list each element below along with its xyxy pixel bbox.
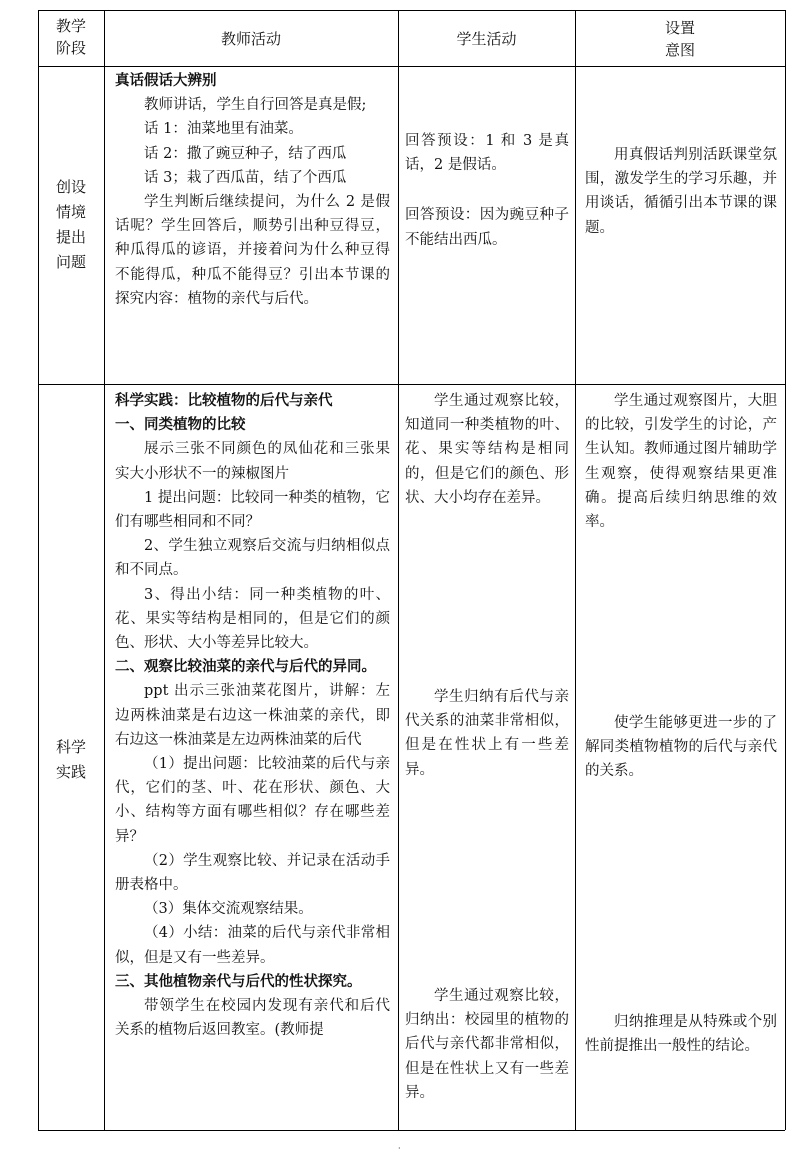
row1-teacher-cell bbox=[115, 69, 390, 311]
row2-student-cell-3 bbox=[405, 984, 569, 1105]
header-purpose-line1: 设置 bbox=[664, 19, 695, 37]
table-top-border bbox=[38, 10, 785, 11]
col-divider-3 bbox=[575, 10, 576, 1130]
row1-stage-line: 问题 bbox=[55, 253, 86, 271]
row2-section-heading: 三、其他植物亲代与后代的性状探究。 bbox=[115, 972, 362, 990]
row2-section-heading: 一、同类植物的比较 bbox=[115, 416, 246, 434]
row2-teacher-text: （1）提出问题：比较油菜的后代与亲代，它们的茎、叶、花在形状、颜色、大小、结构等方面有哪些相似？存在哪些差异？ bbox=[115, 756, 390, 845]
row2-stage-line: 科学 bbox=[55, 738, 86, 756]
row2-student-text: 学生通过观察比较，归纳出：校园里的植物的后代与亲代都非常相似，但是在性状上又有一些差异。 bbox=[405, 988, 569, 1101]
row1-teacher-sentence: 话 2：撒了豌豆种子，结了西瓜 bbox=[144, 145, 347, 162]
row2-purpose-text: 归纳推理是从特殊或个别性前提推出一般性的结论。 bbox=[585, 1014, 777, 1055]
row1-stage bbox=[38, 175, 104, 275]
row2-purpose-cell-1 bbox=[585, 389, 777, 534]
row1-stage-line: 提出 bbox=[55, 228, 86, 246]
row2-student-text: 学生通过观察比较，知道同一种类植物的叶、花、果实等结构是相同的，但是它们的颜色、形状、大小均存在差异。 bbox=[405, 393, 569, 506]
row2-teacher-text: 带领学生在校园内发现有亲代和后代关系的植物后返回教室。(教师提 bbox=[115, 998, 390, 1039]
row1-stage-line: 创设 bbox=[55, 178, 86, 196]
row2-purpose-text: 使学生能够更进一步的了解同类植物植物的后代与亲代的关系。 bbox=[585, 715, 777, 780]
row1-purpose-text: 用真假话判别活跃课堂氛围，激发学生的学习乐趣，并用谈话，循循引出本节课的课题。 bbox=[585, 147, 777, 236]
row2-teacher-text: （2）学生观察比较、并记录在活动手册表格中。 bbox=[115, 852, 390, 894]
row2-teacher-text: 1 提出问题：比较同一种类的植物，它们有哪些相同和不同？ bbox=[115, 489, 390, 531]
table-right-border bbox=[785, 10, 786, 1130]
row2-purpose-cell-3 bbox=[585, 1010, 777, 1058]
row2-section-heading: 二、观察比较油菜的亲代与后代的异同。 bbox=[115, 658, 376, 676]
page-footer-mark: · bbox=[398, 1144, 401, 1153]
header-student bbox=[398, 28, 575, 50]
row2-teacher-text: （4）小结：油菜的后代与亲代非常相似，但是又有一些差异。 bbox=[115, 925, 390, 966]
header-teacher-label: 教师活动 bbox=[220, 30, 281, 48]
table-bottom-border bbox=[38, 1130, 785, 1131]
row2-teacher-cell bbox=[115, 389, 390, 1042]
row2-teacher-text: （3）集体交流观察结果。 bbox=[144, 901, 313, 918]
row1-student-answer2: 回答预设：因为豌豆种子不能结出西瓜。 bbox=[405, 207, 569, 248]
row1-teacher-title: 真话假话大辨别 bbox=[115, 72, 217, 89]
row2-stage bbox=[38, 735, 104, 785]
row1-stage-line: 情境 bbox=[55, 203, 86, 221]
header-stage bbox=[38, 15, 104, 59]
header-purpose bbox=[575, 17, 785, 61]
header-bottom-border bbox=[38, 66, 785, 67]
header-stage-line1: 教学 bbox=[55, 17, 86, 35]
row2-teacher-text: 展示三张不同颜色的凤仙花和三张果实大小形状不一的辣椒图片 bbox=[115, 441, 390, 482]
row2-student-cell-2 bbox=[405, 685, 569, 782]
row2-student-text: 学生归纳有后代与亲代关系的油菜非常相似，但是在性状上有一些差异。 bbox=[405, 689, 569, 778]
row2-teacher-text: 2、学生独立观察后交流与归纳相似点和不同点。 bbox=[115, 538, 390, 579]
col-divider-2 bbox=[398, 10, 399, 1130]
row2-purpose-cell-2 bbox=[585, 711, 777, 784]
row1-teacher-sentence: 话 1：油菜地里有油菜。 bbox=[144, 121, 303, 138]
row1-student-answer1: 回答预设：1 和 3 是真话，2 是假话。 bbox=[405, 133, 569, 174]
row1-teacher-intro: 教师讲话，学生自行回答是真是假; bbox=[144, 97, 367, 114]
header-purpose-line2: 意图 bbox=[664, 41, 695, 59]
row2-stage-line: 实践 bbox=[55, 763, 86, 781]
col-divider-1 bbox=[104, 10, 105, 1130]
header-teacher bbox=[104, 28, 398, 50]
row1-purpose-cell bbox=[585, 143, 777, 240]
row1-teacher-sentence: 话 3；栽了西瓜苗，结了个西瓜 bbox=[144, 169, 347, 186]
row1-teacher-followup: 学生判断后继续提问，为什么 2 是假话呢？学生回答后，顺势引出种豆得豆，种瓜得瓜的谚语，并接着问为什么种豆得不能得瓜，种瓜不能得豆？引出本节课的探究内容：植物的亲代与后代。 bbox=[115, 194, 390, 307]
header-student-label: 学生活动 bbox=[456, 30, 517, 48]
row2-teacher-title: 科学实践：比较植物的后代与亲代 bbox=[115, 392, 333, 409]
header-stage-line2: 阶段 bbox=[55, 39, 86, 57]
row2-teacher-text: 3、得出小结：同一种类植物的叶、花、果实等结构是相同的，但是它们的颜色、形状、大小等差异比较大。 bbox=[115, 586, 390, 652]
row2-teacher-text: ppt 出示三张油菜花图片，讲解：左边两株油菜是右边这一株油菜的亲代，即右边这一株油菜是左边两株油菜的后代 bbox=[115, 683, 390, 748]
row2-student-cell-1 bbox=[405, 389, 569, 510]
row1-student-cell bbox=[405, 129, 569, 252]
row1-bottom-border bbox=[38, 384, 785, 385]
row2-purpose-text: 学生通过观察图片，大胆的比较，引发学生的讨论，产生认知。教师通过图片辅助学生观察，使得观察结果更准确。提高后续归纳思维的效率。 bbox=[585, 393, 777, 531]
